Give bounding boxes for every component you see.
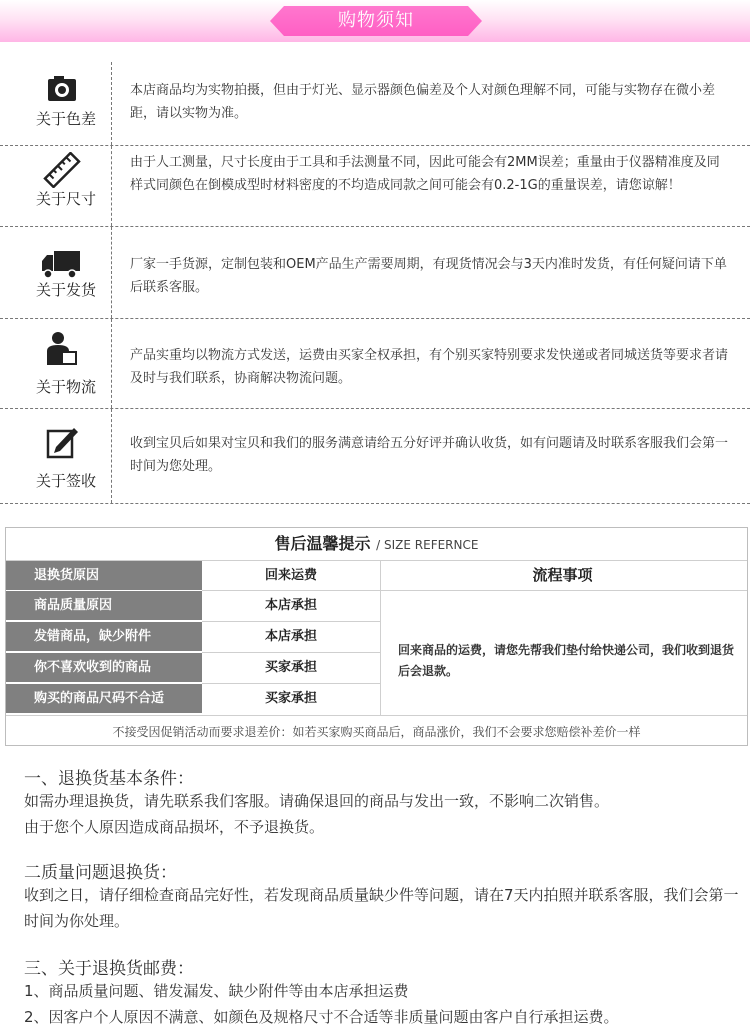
divider (111, 409, 112, 503)
table-footnote: 不接受因促销活动而要求退差价：如若买家购买商品后，商品涨价，我们不会要求您赔偿补差价一样 (112, 725, 641, 739)
section-text: 1、商品质量问题、错发漏发、缺少附件等由本店承担运费 (24, 982, 409, 1000)
table-row-reason: 商品质量原因 (6, 591, 202, 620)
notice-row-signing (0, 409, 750, 504)
table-row-cost: 本店承担 (202, 622, 380, 651)
notice-text: 收到宝贝后如果对宝贝和我们的服务满意请给五分好评并确认收货，如有问题请及时联系客服我们会第一时间为您处理。 (130, 436, 729, 474)
column-header-reason: 退换货原因 (6, 561, 202, 590)
notice-row-color (0, 62, 750, 146)
edit-icon (38, 425, 86, 461)
divider (380, 590, 747, 591)
notice-label: 关于签收 (35, 472, 96, 490)
camera-icon (38, 74, 86, 110)
table-row-reason: 发错商品，缺少附件 (6, 622, 202, 651)
section-text: 由于您个人原因造成商品损坏，不予退换货。 (24, 818, 325, 836)
notice-label: 关于色差 (35, 110, 96, 128)
flow-description: 回来商品的运费，请您先帮我们垫付给快递公司，我们收到退货后会退款。 (398, 643, 735, 678)
divider (111, 227, 112, 318)
divider (202, 652, 380, 653)
notice-label: 关于物流 (35, 378, 96, 396)
divider (111, 146, 112, 226)
notice-text: 本店商品均为实物拍摄，但由于灯光、显示器颜色偏差及个人对颜色理解不同，可能与实物存在微小差距，请以实物为准。 (130, 83, 716, 121)
table-row-cost: 买家承担 (202, 653, 380, 682)
table-row-cost: 买家承担 (202, 684, 380, 713)
divider (111, 319, 112, 408)
notice-text: 由于人工测量，尺寸长度由于工具和手法测量不同，因此可能会有2MM误差；重量由于仪器精准度及同样式同颜色在倒模成型时材料密度的不均造成同款之间可能会有0.2-1G的重量误差，请您谅解！ (130, 155, 720, 193)
header-band (0, 0, 750, 42)
divider (202, 621, 380, 622)
table-title-text: 售后温馨提示 (274, 534, 371, 553)
notice-label: 关于尺寸 (35, 190, 96, 208)
table-row-reason: 购买的商品尺码不合适 (6, 684, 202, 713)
notice-label: 关于发货 (35, 281, 96, 299)
page-title: 购物须知 (338, 10, 414, 31)
courier-icon (38, 331, 86, 367)
table-row-cost: 本店承担 (202, 591, 380, 620)
notice-text: 产品实重均以物流方式发送，运费由买家全权承担，有个别买家特别要求发快递或者同城送货等要求者请及时与我们联系，协商解决物流问题。 (130, 348, 729, 386)
notice-row-shipping (0, 227, 750, 319)
notice-row-logistics (0, 319, 750, 409)
notice-text: 厂家一手货源，定制包装和OEM产品生产需要周期，有现货情况会与3天内准时发货，有任何疑问请下单后联系客服。 (130, 257, 727, 295)
table-subtitle: / SIZE REFERNCE (376, 538, 479, 552)
table-title (6, 528, 747, 560)
section-title-basic: 一、退换货基本条件： (24, 769, 194, 789)
section-title-quality: 二质量问题退换货： (24, 863, 177, 883)
section-title-postage: 三、关于退换货邮费： (24, 959, 194, 979)
section-text: 如需办理退换货，请先联系我们客服。请确保退回的商品与发出一致，不影响二次销售。 (24, 792, 610, 810)
divider (202, 590, 380, 591)
truck-icon (38, 247, 86, 283)
ruler-icon (38, 152, 86, 188)
column-header-cost: 回来运费 (202, 561, 380, 590)
divider (111, 62, 112, 145)
divider (380, 561, 381, 715)
notice-row-size (0, 146, 750, 227)
divider (6, 715, 747, 716)
section-text: 收到之日，请仔细检查商品完好性，若发现商品质量缺少件等问题，请在7天内拍照并联系客服，我们会第一时间为你处理。 (24, 886, 739, 930)
after-sales-table (5, 527, 748, 746)
table-row-reason: 你不喜欢收到的商品 (6, 653, 202, 682)
divider (202, 683, 380, 684)
column-header-flow: 流程事项 (532, 566, 593, 584)
section-text: 2、因客户个人原因不满意、如颜色及规格尺寸不合适等非质量问题由客户自行承担运费。 (24, 1008, 619, 1026)
